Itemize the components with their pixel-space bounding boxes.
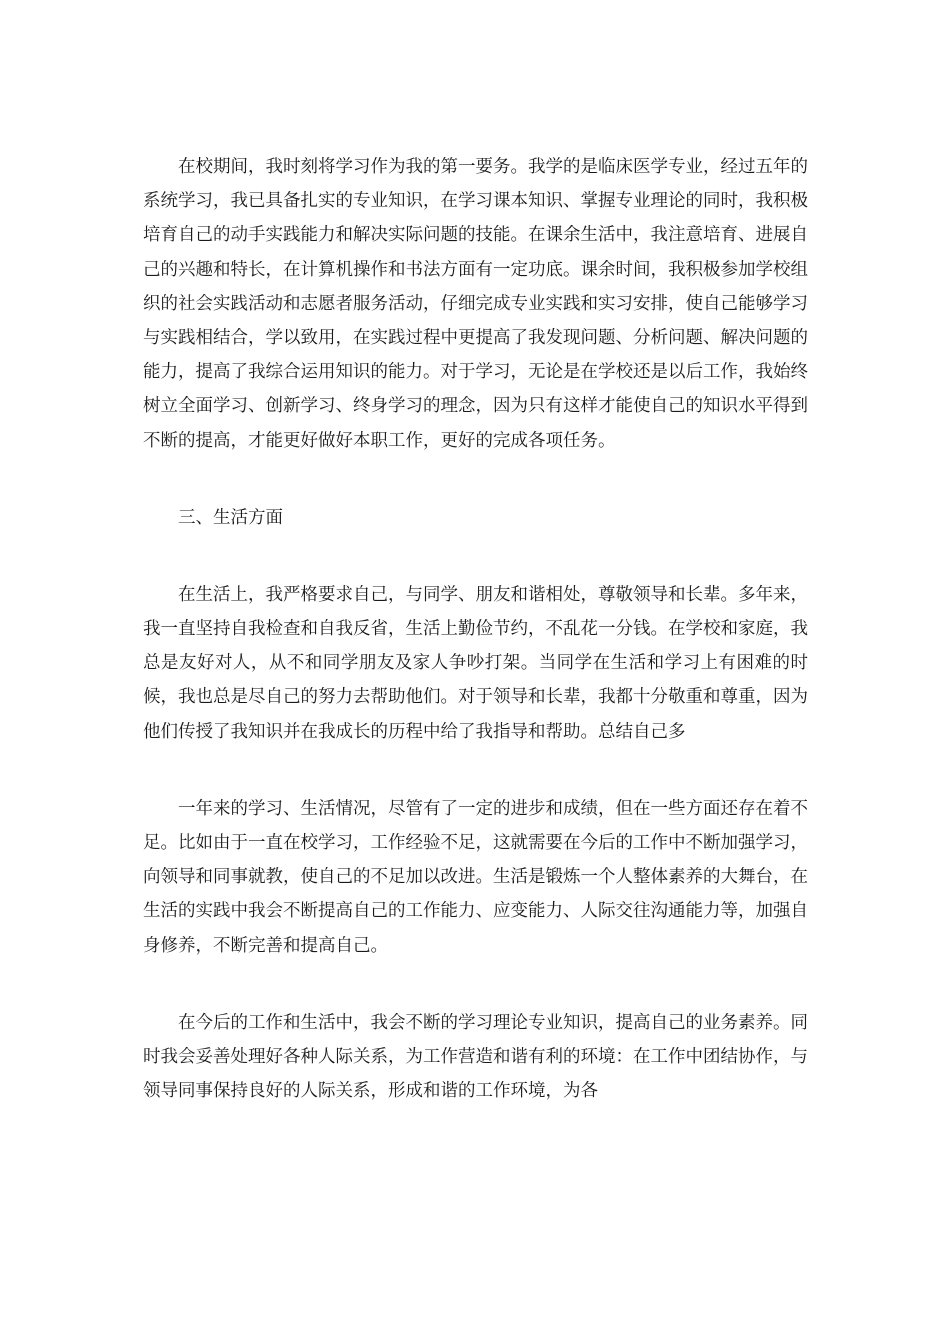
study-paragraph: 在校期间，我时刻将学习作为我的第一要务。我学的是临床医学专业，经过五年的系统学习，我已具备扎实的专业知识，在学习课本知识、掌握专业理论的同时，我积极培育自己的动手实践能力和解决实际问题的技能。在课余生活中，我注意培育、进展自己的兴趣和特长，在计算机操作和书法方面有一定功底。课余时间，我积极参加学校组织的社会实践活动和志愿者服务活动，仔细完成专业实践和实习安排，使自己能够学习与实践相结合，学以致用，在实践过程中更提高了我发现问题、分析问题、解决问题的能力，提高了我综合运用知识的能力。对于学习，无论是在学校还是以后工作，我始终树立全面学习、创新学习、终身学习的理念，因为只有这样才能使自己的知识水平得到不断的提高，才能更好做好本职工作，更好的完成各项任务。 <box>143 157 808 451</box>
summary-paragraph: 一年来的学习、生活情况，尽管有了一定的进步和成绩，但在一些方面还存在着不足。比如由于一直在校学习，工作经验不足，这就需要在今后的工作中不断加强学习，向领导和同事就教，使自己的不足加以改进。生活是锻炼一个人整体素养的大舞台，在生活的实践中我会不断提高自己的工作能力、应变能力、人际交往沟通能力等，加强自身修养，不断完善和提高自己。 <box>143 798 808 956</box>
future-paragraph: 在今后的工作和生活中，我会不断的学习理论专业知识，提高自己的业务素养。同时我会妥善处理好各种人际关系，为工作营造和谐有利的环境：在工作中团结协作，与领导同事保持良好的人际关系，形成和谐的工作环境，为各 <box>143 1012 808 1102</box>
life-paragraph: 在生活上，我严格要求自己，与同学、朋友和谐相处，尊敬领导和长辈。多年来，我一直坚持自我检查和自我反省，生活上勤俭节约，不乱花一分钱。在学校和家庭，我总是友好对人，从不和同学朋友及家人争吵打架。当同学在生活和学习上有困难的时候，我也总是尽自己的努力去帮助他们。对于领导和长辈，我都十分敬重和尊重，因为他们传授了我知识并在我成长的历程中给了我指导和帮助。总结自己多 <box>143 584 808 742</box>
section-heading-life: 三、生活方面 <box>178 507 283 528</box>
document-page <box>143 150 808 1108</box>
